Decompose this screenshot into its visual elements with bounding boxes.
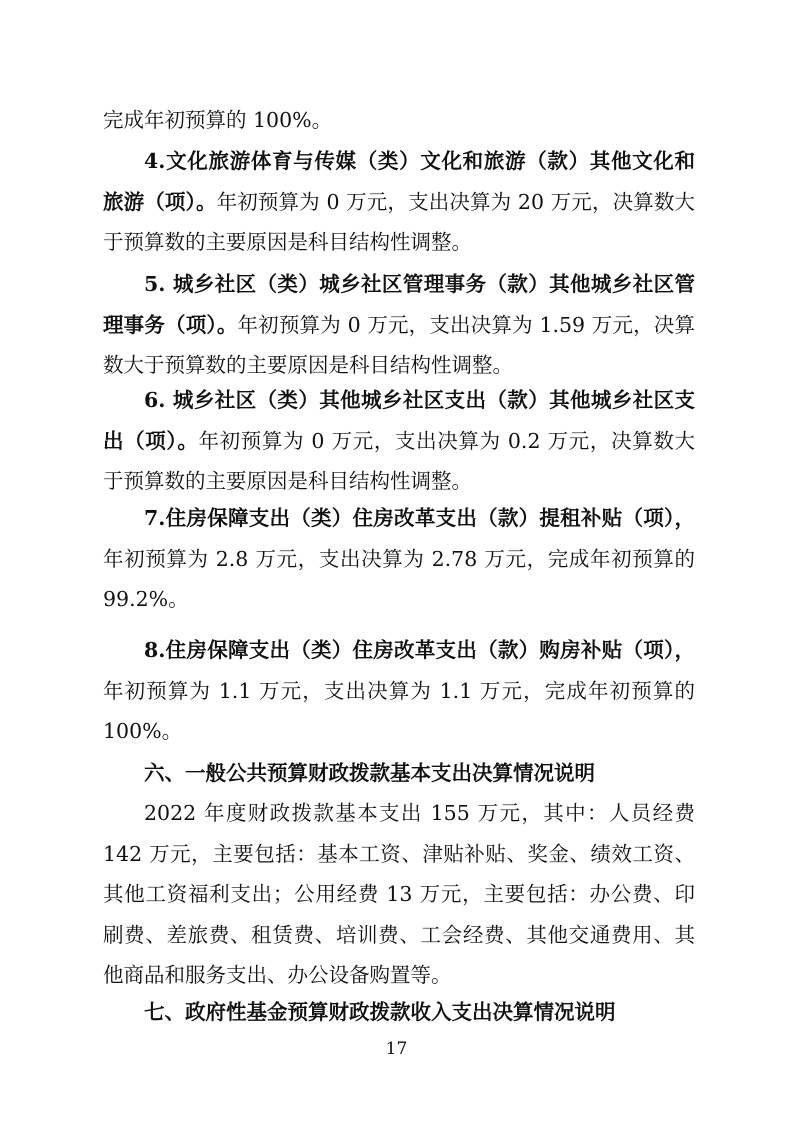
paragraph-item-7 bbox=[103, 498, 695, 620]
paragraph-item-8-text: 年初预算为 1.1 万元，支出决算为 1.1 万元，完成年初预算的 100%。 bbox=[103, 678, 695, 743]
paragraph-item-6 bbox=[103, 380, 695, 502]
paragraph-item-5-title: 5. 城乡社区（类）城乡社区管理事务（款）其他城乡社区管理事务（项）。 bbox=[103, 272, 695, 337]
section-6-body-text: 2022 年度财政拨款基本支出 155 万元，其中：人员经费 142 万元，主要包括：基本工资、津贴补贴、奖金、绩效工资、其他工资福利支出；公用经费 13 万元，主要包括：办公费、印刷费、差旅费、租赁费、培训费、工会经费、其他交通费用、其他商品和服务支出、办公设备购置等。 bbox=[103, 801, 695, 987]
paragraph-item-6-title: 6. 城乡社区（类）其他城乡社区支出（款）其他城乡社区支出（项）。 bbox=[103, 388, 695, 453]
section-6-body bbox=[103, 793, 695, 996]
paragraph-text: 完成年初预算的 100%。 bbox=[103, 108, 333, 132]
paragraph-item-4-title: 4.文化旅游体育与传媒（类）文化和旅游（款）其他文化和旅游（项）。 bbox=[103, 149, 695, 214]
paragraph-item-5-text: 年初预算为 0 万元，支出决算为 1.59 万元，决算数大于预算数的主要原因是科目结构性调整。 bbox=[103, 312, 695, 377]
paragraph-item-4 bbox=[103, 141, 695, 263]
paragraph-continuation bbox=[103, 100, 695, 141]
paragraph-item-8-title: 8.住房保障支出（类）住房改革支出（款）购房补贴（项）， bbox=[144, 638, 695, 662]
paragraph-item-6-text: 年初预算为 0 万元，支出决算为 0.2 万元，决算数大于预算数的主要原因是科目结构性调整。 bbox=[103, 428, 696, 493]
section-6-heading: 六、一般公共预算财政拨款基本支出决算情况说明 bbox=[144, 761, 595, 785]
paragraph-item-8 bbox=[103, 630, 695, 752]
paragraph-item-5 bbox=[103, 264, 695, 386]
paragraph-item-7-text: 年初预算为 2.8 万元，支出决算为 2.78 万元，完成年初预算的 99.2%。 bbox=[103, 546, 695, 611]
paragraph-item-4-text: 年初预算为 0 万元，支出决算为 20 万元，决算数大于预算数的主要原因是科目结构性调整。 bbox=[103, 189, 695, 254]
page-number: 17 bbox=[385, 1039, 408, 1059]
section-7-heading: 七、政府性基金预算财政拨款收入支出决算情况说明 bbox=[144, 1000, 616, 1024]
paragraph-item-7-title: 7.住房保障支出（类）住房改革支出（款）提租补贴（项）， bbox=[144, 506, 695, 530]
